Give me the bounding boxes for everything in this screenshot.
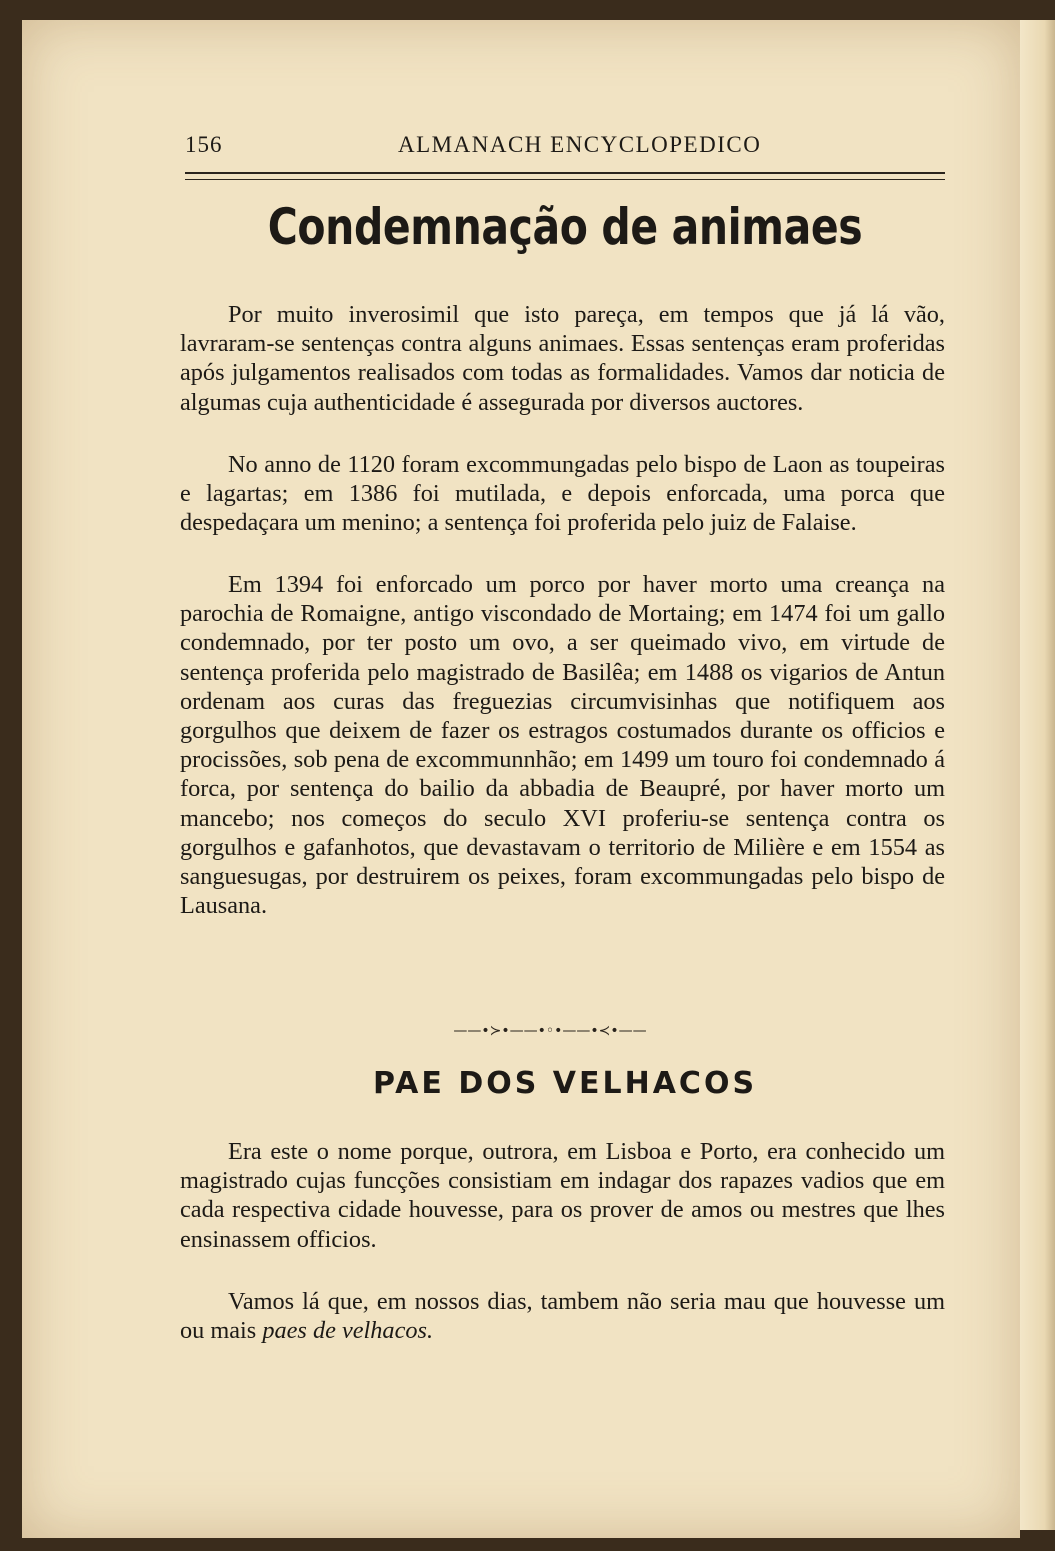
page-header [185, 132, 945, 166]
section-paragraph: Era este o nome porque, outrora, em Lisboa e Porto, era conhecido um magistrado cujas funcções consistiam em indagar dos rapazes vadios que em cada respectiva cidade houvesse, para os prover de amos ou mestres que lhes ensinassem officios. [180, 1138, 945, 1253]
running-title: ALMANACH ENCYCLOPEDICO [398, 132, 762, 157]
section-divider-ornament: ——•≻•——•◦•——•≺•—— [453, 1023, 647, 1039]
article-paragraph: Por muito inverosimil que isto pareça, em tempos que já lá vão, lavraram-se sentenças contra alguns animaes. Essas sentenças eram proferidas após julgamentos realisados com todas as formalidades. Vamos dar noticia de algumas cuja authenticidade é assegurada por diversos auctores. [180, 301, 945, 416]
section-title: PAE DOS VELHACOS [372, 1066, 758, 1101]
header-rule [185, 172, 945, 180]
paragraph-text: Vamos lá que, em nossos dias, tambem não seria mau que houvesse um ou mais [180, 1288, 945, 1345]
italic-phrase: paes de velhacos. [262, 1317, 434, 1345]
page-edge [1020, 20, 1055, 1530]
section-paragraph [180, 1287, 945, 1345]
article-title: Condemnação de animaes [267, 198, 863, 256]
page-number: 156 [185, 132, 223, 157]
article-paragraph: No anno de 1120 foram excommungadas pelo bispo de Laon as toupeiras e lagartas; em 1386 foi mutilada, e depois enforcada, uma porca que despedaçara um menino; a sentença foi proferida pelo juiz de Falaise. [180, 451, 945, 537]
article-paragraph: Em 1394 foi enforcado um porco por haver morto uma creança na parochia de Romaigne, antigo viscondado de Mortaing; em 1474 foi um gallo condemnado, por ter posto um ovo, a ser queimado vivo, em virtude de sentença proferida pelo magistrado de Basilêa; em 1488 os vigarios de Antun ordenam aos curas das freguezias circumvisinhas que notifiquem aos gorgulhos que deixem de fazer os estragos costumados durante os officios e procissões, sob pena de excommunnhão; em 1499 um touro foi condemnado á forca, por sentença do bailio da abbadia de Beaupré, por haver morto um mancebo; nos começos do seculo XVI proferiu-se sentença contra os gorgulhos e gafanhotos, que devastavam o territorio de Milière e em 1554 as sanguesugas, por destruirem os peixes, foram excommungadas pelo bispo de Lausana. [180, 571, 945, 920]
